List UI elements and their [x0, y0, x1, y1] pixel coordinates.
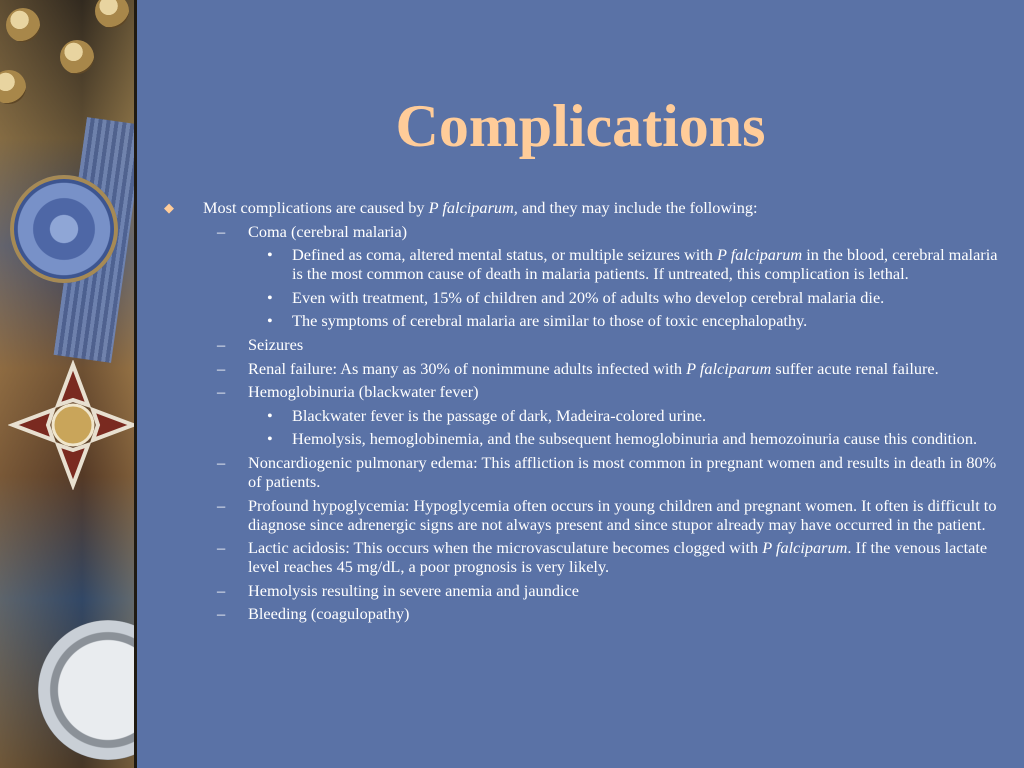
list-item: • Hemolysis, hemoglobinemia, and the subsequent hemoglobinuria and hemozoinuria cause this condition. [267, 429, 978, 449]
dot-bullet-icon: • [267, 429, 273, 449]
list-item: – Lactic acidosis: This occurs when the microvasculature becomes clogged with P falciparum. If the venous lactate level reaches 45 mg/dL, a poor prognosis is very likely. [217, 538, 988, 577]
list-item: • The symptoms of cerebral malaria are similar to those of toxic encephalopathy. [267, 311, 808, 331]
list-item: ◆ Most complications are caused by P falciparum, and they may include the following: [164, 198, 758, 217]
list-item: – Coma (cerebral malaria) [217, 221, 408, 241]
list-item: – Bleeding (coagulopathy) [217, 604, 410, 624]
dash-bullet-icon: – [217, 382, 226, 402]
dot-bullet-icon: • [267, 287, 273, 307]
dash-bullet-icon: – [217, 604, 226, 624]
dash-bullet-icon: – [217, 221, 226, 241]
bullet-list [160, 198, 1000, 628]
list-item: – Seizures [217, 334, 304, 354]
diamond-bullet-icon: ◆ [164, 200, 174, 215]
list-item: – Profound hypoglycemia: Hypoglycemia often occurs in young children and pregnant women. It often is difficult to diagnose since adrenergic signs are not always present and since stupor already may have occurred in the patient. [217, 495, 997, 534]
list-item: – Hemoglobinuria (blackwater fever) [217, 382, 479, 402]
list-item: • Blackwater fever is the passage of dark, Madeira-colored urine. [267, 405, 707, 425]
list-item: – Hemolysis resulting in severe anemia and jaundice [217, 580, 579, 600]
dash-bullet-icon: – [217, 452, 226, 472]
list-item: • Even with treatment, 15% of children and 20% of adults who develop cerebral malaria die. [267, 287, 885, 307]
list-item: – Noncardiogenic pulmonary edema: This affliction is most common in pregnant women and results in death in 80% of patients. [217, 452, 997, 491]
dot-bullet-icon: • [267, 245, 273, 265]
list-item: • Defined as coma, altered mental status, or multiple seizures with P falciparum in the blood, cerebral malaria is the most common cause of death in malaria patients. If untreated, this complication is lethal. [267, 245, 998, 284]
decorative-medals-image [0, 0, 137, 768]
dash-bullet-icon: – [217, 495, 226, 515]
dash-bullet-icon: – [217, 358, 226, 378]
dot-bullet-icon: • [267, 405, 273, 425]
dash-bullet-icon: – [217, 538, 226, 558]
dash-bullet-icon: – [217, 580, 226, 600]
dot-bullet-icon: • [267, 311, 273, 331]
slide-title: Complications [395, 93, 766, 159]
dash-bullet-icon: – [217, 334, 226, 354]
list-item: – Renal failure: As many as 30% of nonimmune adults infected with P falciparum suffer acute renal failure. [217, 358, 939, 378]
